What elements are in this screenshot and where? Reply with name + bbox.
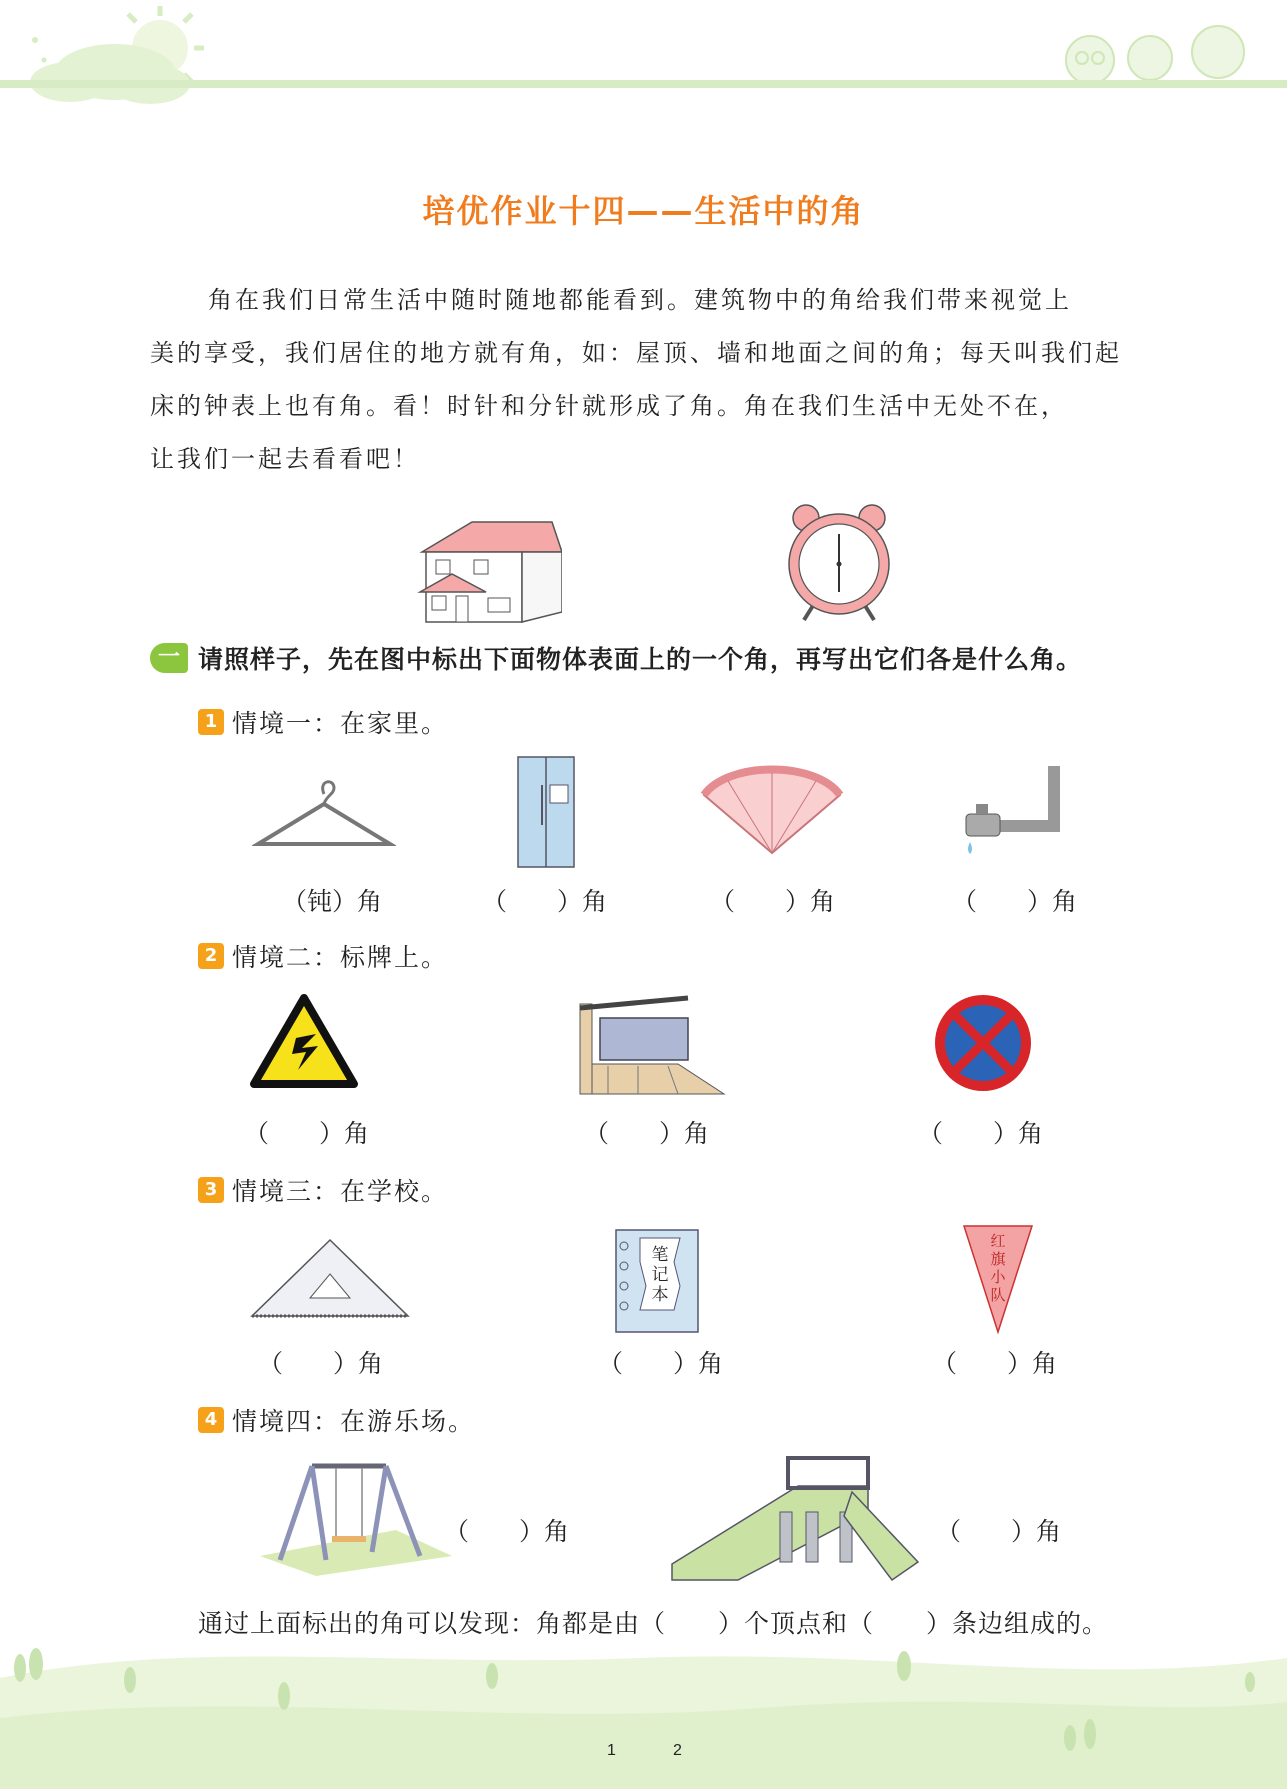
answer-blank[interactable]: （ ）角 xyxy=(482,887,608,916)
scene-number: 4 xyxy=(198,1407,224,1433)
sun-cloud-decoration xyxy=(30,6,204,104)
hanging-signboard-illustration xyxy=(578,994,726,1096)
notebook-title-char: 本 xyxy=(651,1285,669,1305)
notebook-title-char: 记 xyxy=(651,1265,669,1285)
flag-char: 小 xyxy=(990,1268,1006,1286)
scene-4-heading xyxy=(198,1402,475,1438)
intro-line: 让我们一起去看看吧！ xyxy=(150,445,420,473)
page-title: 培优作业十四——生活中的角 xyxy=(422,192,865,230)
set-square-illustration xyxy=(248,1236,412,1320)
answer-blank[interactable]: （ ）角 xyxy=(918,1119,1044,1148)
answer-blank[interactable]: （钝）角 xyxy=(282,887,383,916)
warning-sign-illustration xyxy=(250,994,358,1090)
scene-number: 1 xyxy=(198,709,224,735)
intro-paragraph xyxy=(150,274,1160,486)
section-instruction: 请照样子，先在图中标出下面物体表面上的一个角，再写出它们各是什么角。 xyxy=(198,645,1083,674)
scene-label: 情境三：在学校。 xyxy=(232,1177,449,1206)
flag-char: 红 xyxy=(990,1232,1006,1250)
answer-blank[interactable]: （ ）角 xyxy=(598,1349,724,1378)
answer-blank[interactable]: （ ）角 xyxy=(444,1517,570,1546)
page-number: 2 xyxy=(673,1742,682,1759)
answer-blank[interactable]: （ ）角 xyxy=(258,1349,384,1378)
scene-2-heading xyxy=(198,938,448,974)
notebook-title-char: 笔 xyxy=(651,1245,669,1265)
flag-char: 旗 xyxy=(990,1250,1006,1268)
fridge-illustration xyxy=(516,755,578,871)
alarm-clock-illustration xyxy=(784,500,894,624)
page-number: 1 xyxy=(607,1742,616,1759)
no-parking-sign-illustration xyxy=(932,992,1034,1094)
scene-number: 3 xyxy=(198,1177,224,1203)
slide-illustration xyxy=(668,1452,924,1584)
flag-char: 队 xyxy=(990,1286,1006,1304)
footer-landscape-decoration xyxy=(0,1618,1287,1789)
conclusion-sentence[interactable]: 通过上面标出的角可以发现：角都是由（ ）个顶点和（ ）条边组成的。 xyxy=(198,1609,1109,1638)
scene-label: 情境四：在游乐场。 xyxy=(232,1407,476,1436)
answer-blank[interactable]: （ ）角 xyxy=(244,1119,370,1148)
scene-number: 2 xyxy=(198,943,224,969)
answer-blank[interactable]: （ ）角 xyxy=(932,1349,1058,1378)
answer-blank[interactable]: （ ）角 xyxy=(584,1119,710,1148)
header-divider xyxy=(0,80,1287,88)
intro-line: 角在我们日常生活中随时随地都能看到。建筑物中的角给我们带来视觉上 xyxy=(208,286,1072,314)
header-decoration xyxy=(0,0,1287,110)
scene-label: 情境一：在家里。 xyxy=(232,709,449,738)
folding-fan-illustration xyxy=(698,765,846,859)
house-illustration xyxy=(412,512,562,624)
section-badge: 一 xyxy=(150,643,188,673)
intro-line: 美的享受，我们居住的地方就有角，如：屋顶、墙和地面之间的角；每天叫我们起 xyxy=(150,339,1122,367)
scene-1-heading xyxy=(198,704,448,740)
scene-3-heading xyxy=(198,1172,448,1208)
intro-line: 床的钟表上也有角。看！时针和分针就形成了角。角在我们生活中无处不在， xyxy=(150,392,1068,420)
animal-heads-decoration xyxy=(1066,26,1244,84)
answer-blank[interactable]: （ ）角 xyxy=(710,887,836,916)
hanger-illustration xyxy=(252,776,396,852)
section-heading xyxy=(150,640,1082,676)
pennant-flag-illustration xyxy=(960,1222,1036,1336)
faucet-pipe-illustration xyxy=(958,764,1064,860)
scene-label: 情境二：标牌上。 xyxy=(232,943,449,972)
swing-set-illustration xyxy=(256,1460,456,1578)
answer-blank[interactable]: （ ）角 xyxy=(952,887,1078,916)
answer-blank[interactable]: （ ）角 xyxy=(936,1517,1062,1546)
notebook-illustration xyxy=(612,1226,702,1336)
